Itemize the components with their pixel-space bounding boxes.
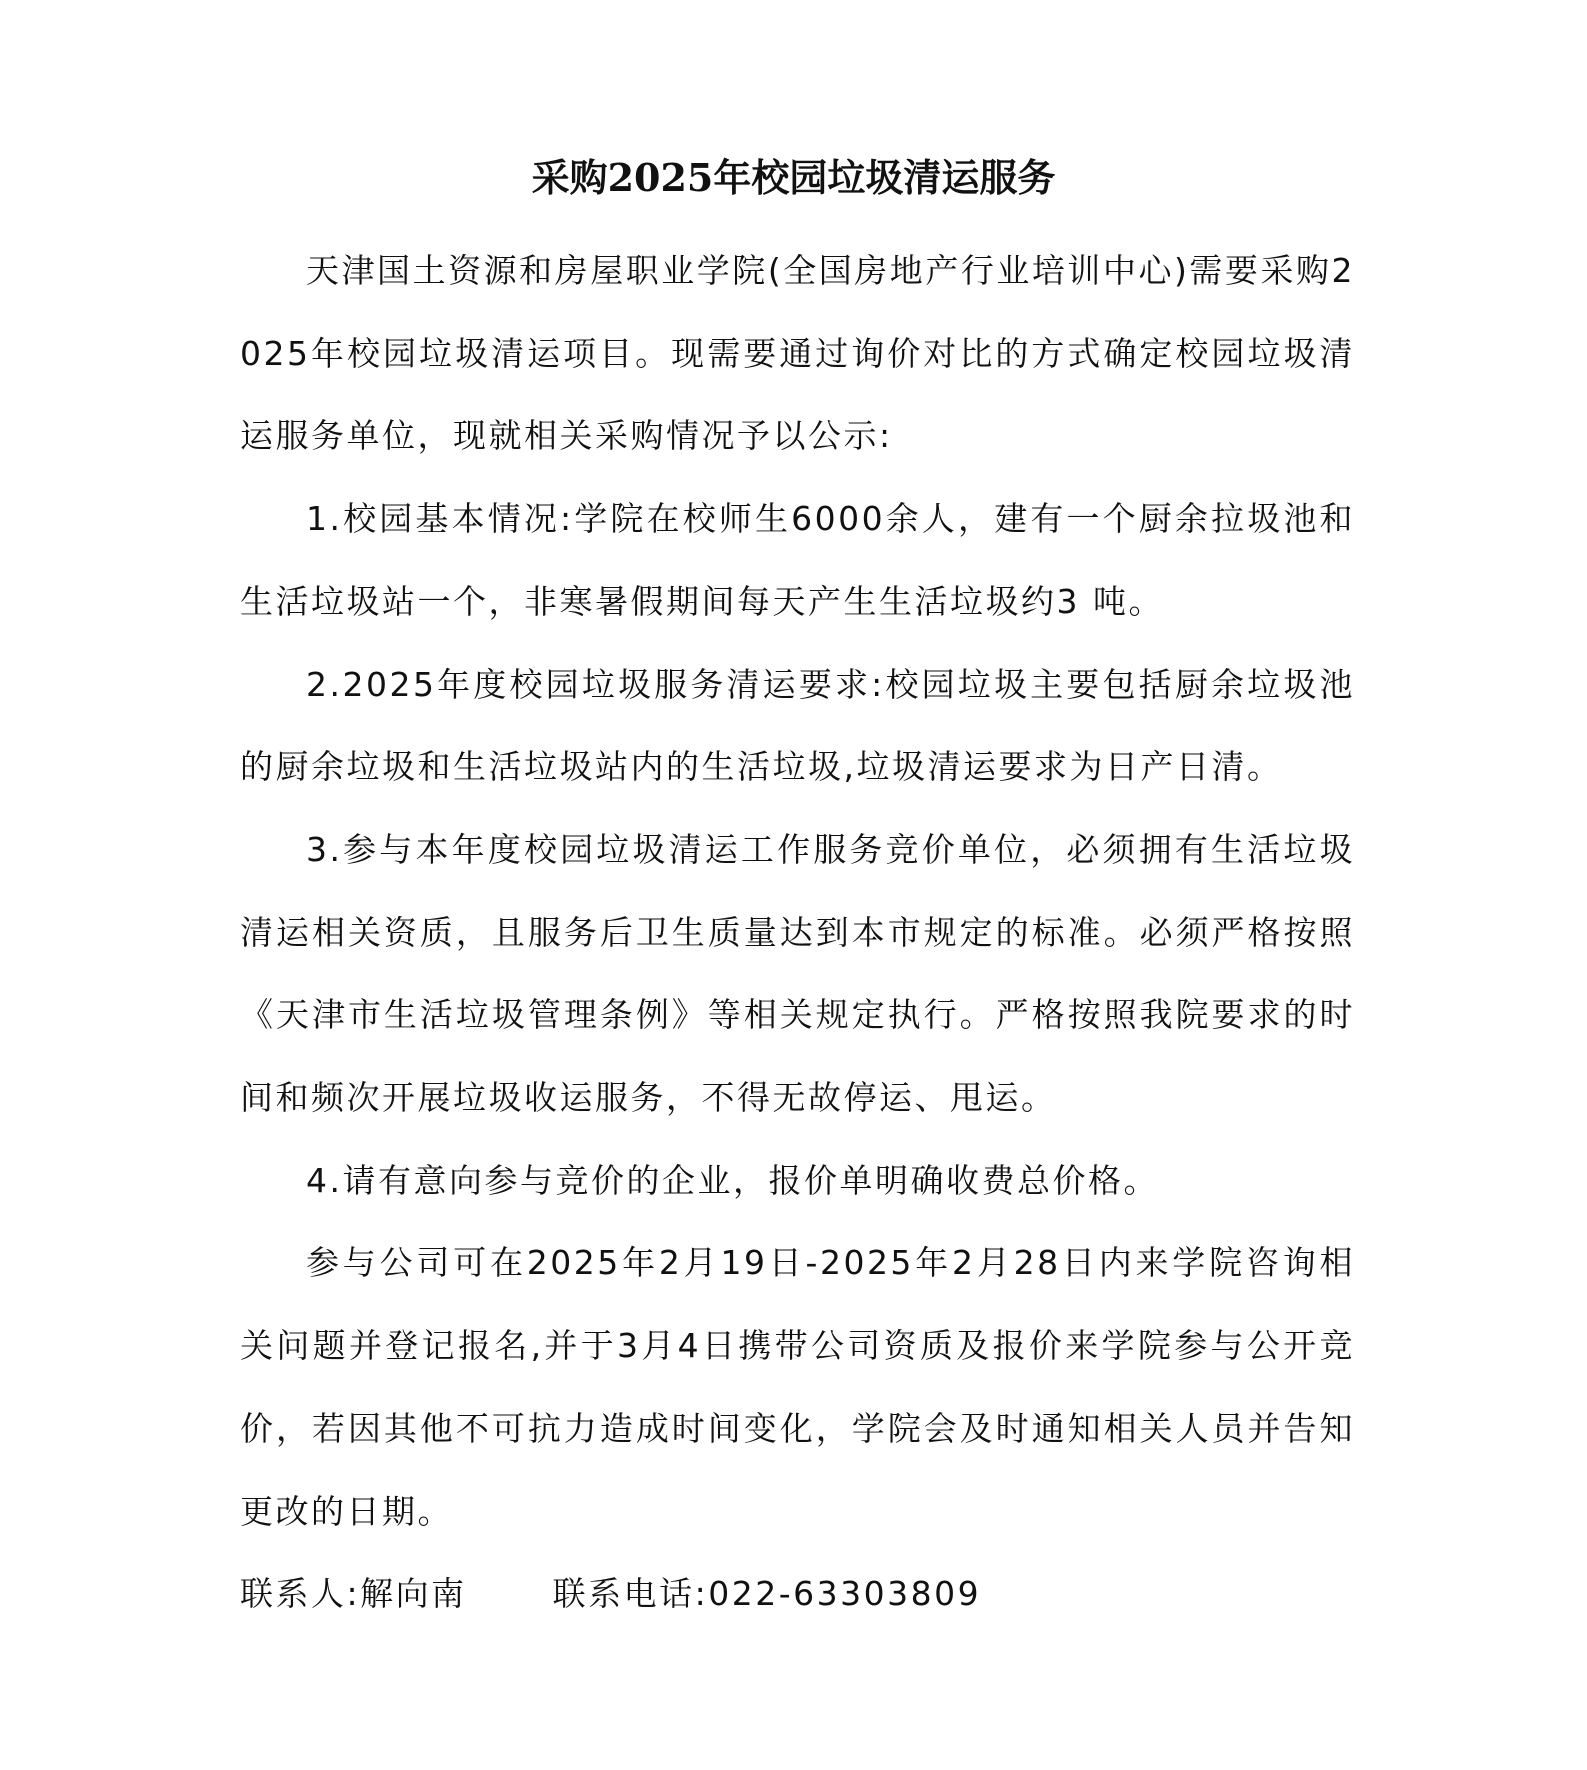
paragraph-registration-dates: 参与公司可在2025年2月19日-2025年2月28日内来学院咨询相关问题并登记报名,并于3月4日携带公司资质及报价来学院参与公开竞价，若因其他不可抗力造成时间变化，学院会及时通知相关人员并告知更改的日期。	[240, 1243, 1355, 1531]
contact-person: 联系人:解向南	[240, 1574, 467, 1614]
paragraph-service-requirements: 2.2025年度校园垃圾服务清运要求:校园垃圾主要包括厨余垃圾池的厨余垃圾和生活垃圾站内的生活垃圾,垃圾清运要求为日产日清。	[240, 664, 1355, 787]
paragraph-intro: 天津国土资源和房屋职业学院(全国房地产行业培训中心)需要采购2025年校园垃圾清运项目。现需要通过询价对比的方式确定校园垃圾清运服务单位，现就相关采购情况予以公示:	[240, 251, 1355, 456]
paragraph-qualification-requirements: 3.参与本年度校园垃圾清运工作服务竞价单位，必须拥有生活垃圾清运相关资质，且服务后卫生质量达到本市规定的标准。必须严格按照《天津市生活垃圾管理条例》等相关规定执行。严格按照我院要求的时间和频次开展垃圾收运服务，不得无故停运、甩运。	[240, 829, 1355, 1118]
document-body	[240, 230, 1355, 1636]
paragraph-quotation: 4.请有意向参与竞价的企业，报价单明确收费总价格。	[306, 1160, 1159, 1200]
document-title: 采购2025年校园垃圾清运服务	[531, 155, 1056, 200]
contact-line	[240, 1553, 1355, 1636]
paragraph-campus-situation: 1.校园基本情况:学院在校师生6000余人，建有一个厨余拉圾池和生活垃圾站一个，非寒暑假期间每天产生生活垃圾约3 吨。	[240, 499, 1355, 621]
contact-phone: 联系电话:022-63303809	[552, 1574, 982, 1614]
